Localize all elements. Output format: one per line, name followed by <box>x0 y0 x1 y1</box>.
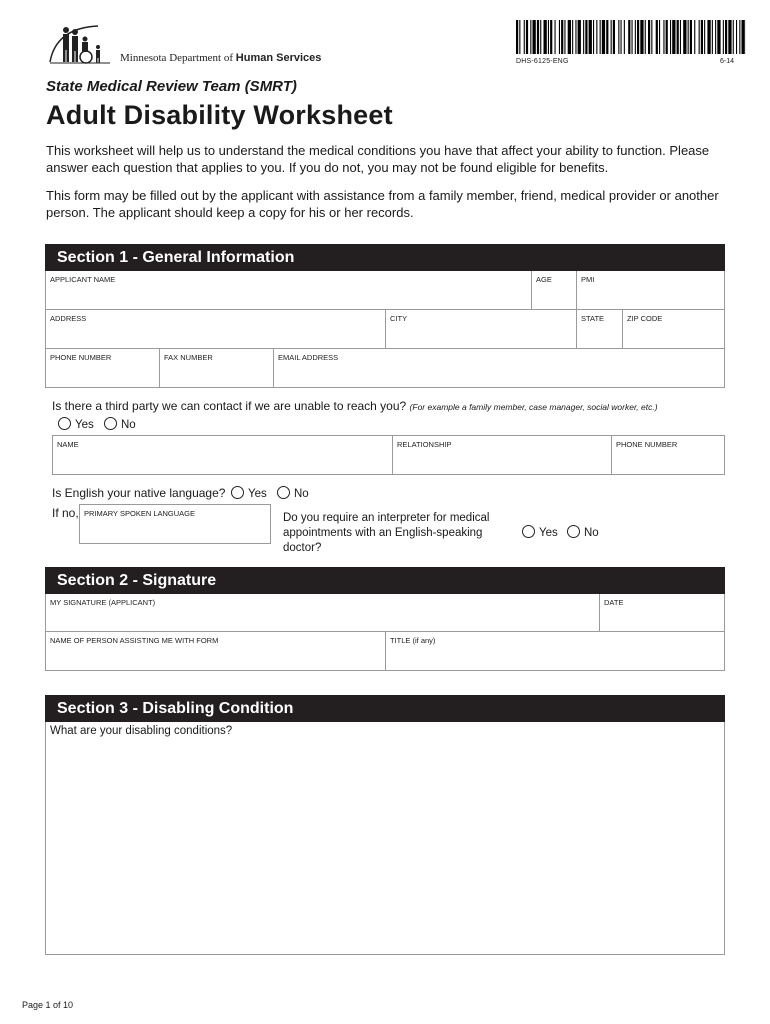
page-title: Adult Disability Worksheet <box>46 100 393 130</box>
interpreter-yes-radio[interactable]: Yes <box>522 525 558 539</box>
dhs-logo-icon <box>46 22 114 66</box>
disabling-conditions-label: What are your disabling conditions? <box>50 725 233 737</box>
radio-circle-icon <box>104 417 117 430</box>
contact-relationship-field[interactable]: RELATIONSHIP <box>393 436 612 474</box>
form-subtitle: State Medical Review Team (SMRT) <box>46 78 297 95</box>
radio-circle-icon <box>522 525 535 538</box>
signature-field[interactable]: MY SIGNATURE (APPLICANT) <box>46 594 600 632</box>
address-field[interactable]: ADDRESS <box>46 310 386 349</box>
barcode-icon <box>516 20 746 54</box>
primary-language-field[interactable] <box>79 504 271 544</box>
pmi-field[interactable]: PMI <box>577 271 724 310</box>
form-id: DHS-6125-ENG <box>516 58 569 65</box>
interpreter-no-radio[interactable]: No <box>567 525 599 539</box>
radio-circle-icon <box>567 525 580 538</box>
section-2-header: Section 2 - Signature <box>45 567 725 594</box>
third-party-no-radio[interactable]: No <box>104 417 136 431</box>
third-party-yes-radio[interactable]: Yes <box>58 417 94 431</box>
primary-language-label: PRIMARY SPOKEN LANGUAGE <box>84 509 196 518</box>
assistant-title-field[interactable]: TITLE (if any) <box>390 636 436 645</box>
contact-phone-field[interactable]: PHONE NUMBER <box>616 440 678 449</box>
assistant-name-field[interactable]: NAME OF PERSON ASSISTING ME WITH FORM <box>46 632 386 670</box>
city-field[interactable]: CITY <box>386 310 577 349</box>
contact-table <box>52 435 725 475</box>
interpreter-question: Do you require an interpreter for medical appointments with an English-speaking doctor? <box>283 512 490 554</box>
phone-field[interactable]: PHONE NUMBER <box>46 349 160 387</box>
date-field[interactable]: DATE <box>600 594 724 632</box>
age-field[interactable]: AGE <box>532 271 577 310</box>
section-2-fields <box>45 594 725 671</box>
section-3-header: Section 3 - Disabling Condition <box>45 695 725 722</box>
contact-name-field[interactable]: NAME <box>53 436 393 474</box>
section-1-header: Section 1 - General Information <box>45 244 725 271</box>
intro-paragraph-1: This worksheet will help us to understand the medical conditions you have that affect your ability to function. Please answer each question that applies to you. If you do not, you may not be found eligible for benefits. <box>46 143 710 175</box>
page-number: Page 1 of 10 <box>22 1000 74 1010</box>
english-yes-radio[interactable]: Yes <box>231 486 267 500</box>
third-party-question: Is there a third party we can contact if we are unable to reach you? (For example a family member, case manager, social worker, etc.) <box>52 399 658 413</box>
email-field[interactable]: EMAIL ADDRESS <box>278 353 339 362</box>
radio-circle-icon <box>277 486 290 499</box>
disabling-conditions-field[interactable] <box>45 722 725 955</box>
section-1-fields <box>45 271 725 388</box>
radio-circle-icon <box>231 486 244 499</box>
zip-field[interactable]: ZIP CODE <box>623 310 724 349</box>
if-no-label: If no, <box>52 506 79 520</box>
intro-paragraph-2: This form may be filled out by the applicant with assistance from a family member, friend, medical provider or another person. The applicant should keep a copy for his or her records. <box>46 188 719 220</box>
applicant-name-field[interactable]: APPLICANT NAME <box>46 271 532 310</box>
revision-date: 6-14 <box>720 58 735 65</box>
radio-circle-icon <box>58 417 71 430</box>
state-field[interactable]: STATE <box>577 310 623 349</box>
fax-field[interactable]: FAX NUMBER <box>160 349 274 387</box>
english-no-radio[interactable]: No <box>277 486 309 500</box>
agency-name: Minnesota Department of Human Services <box>120 52 322 64</box>
english-question: Is English your native language? <box>52 486 226 500</box>
